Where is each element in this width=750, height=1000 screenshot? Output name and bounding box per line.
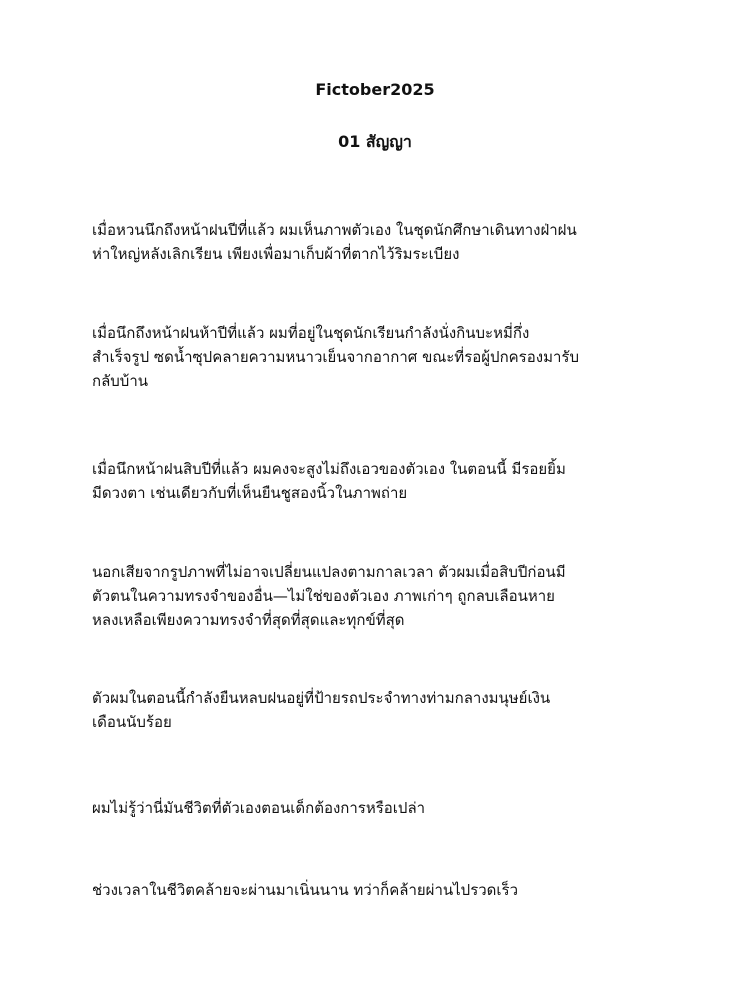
paragraph-line: เดือนนับร้อย [92,713,172,731]
paragraph-line: เมื่อหวนนึกถึงหน้าฝนปีที่แล้ว ผมเห็นภาพตัวเอง ในชุดนักศึกษาเดินทางฝ่าฝน [92,221,577,239]
paragraph-line: กลับบ้าน [92,372,148,390]
paragraph-line: สำเร็จรูป ซดน้ำซุปคลายความหนาวเย็นจากอากาศ ขณะที่รอผู้ปกครองมารับ [92,348,579,366]
paragraph-4 [92,560,672,632]
paragraph-7 [92,878,672,902]
paragraph-1 [92,218,672,266]
paragraph-line: ตัวผมในตอนนี้กำลังยืนหลบฝนอยู่ที่ป้ายรถประจำทางท่ามกลางมนุษย์เงิน [92,689,551,707]
paragraph-6 [92,796,672,820]
paragraph-line: เมื่อนึกหน้าฝนสิบปีที่แล้ว ผมคงจะสูงไม่ถึงเอวของตัวเอง ในตอนนี้ มีรอยยิ้ม [92,460,566,478]
paragraph-line: มีดวงตา เช่นเดียวกับที่เห็นยืนชูสองนิ้วในภาพถ่าย [92,484,408,502]
paragraph-line: เมื่อนึกถึงหน้าฝนห้าปีที่แล้ว ผมที่อยู่ในชุดนักเรียนกำลังนั่งกินบะหมี่กึ่ง [92,324,530,342]
paragraph-line: ตัวตนในความทรงจำของอื่น—ไม่ใช่ของตัวเอง ภาพเก่าๆ ถูกลบเลือนหาย [92,587,555,605]
paragraph-5 [92,686,672,734]
chapter-title: 01 สัญญา [338,132,412,151]
document-title: Fictober2025 [315,80,435,99]
paragraph-line: ช่วงเวลาในชีวิตคล้ายจะผ่านมาเนิ่นนาน ทว่าก็คล้ายผ่านไปรวดเร็ว [92,881,519,899]
paragraph-2 [92,321,672,393]
paragraph-line: ห่าใหญ่หลังเลิกเรียน เพียงเพื่อมาเก็บผ้าที่ตากไว้ริมระเบียง [92,245,460,263]
paragraph-line: หลงเหลือเพียงความทรงจำที่สุดที่สุดและทุกข์ที่สุด [92,611,405,629]
paragraph-line: นอกเสียจากรูปภาพที่ไม่อาจเปลี่ยนแปลงตามกาลเวลา ตัวผมเมื่อสิบปีก่อนมี [92,563,566,581]
paragraph-3 [92,457,672,505]
paragraph-line: ผมไม่รู้ว่านี่มันชีวิตที่ตัวเองตอนเด็กต้องการหรือเปล่า [92,799,426,817]
